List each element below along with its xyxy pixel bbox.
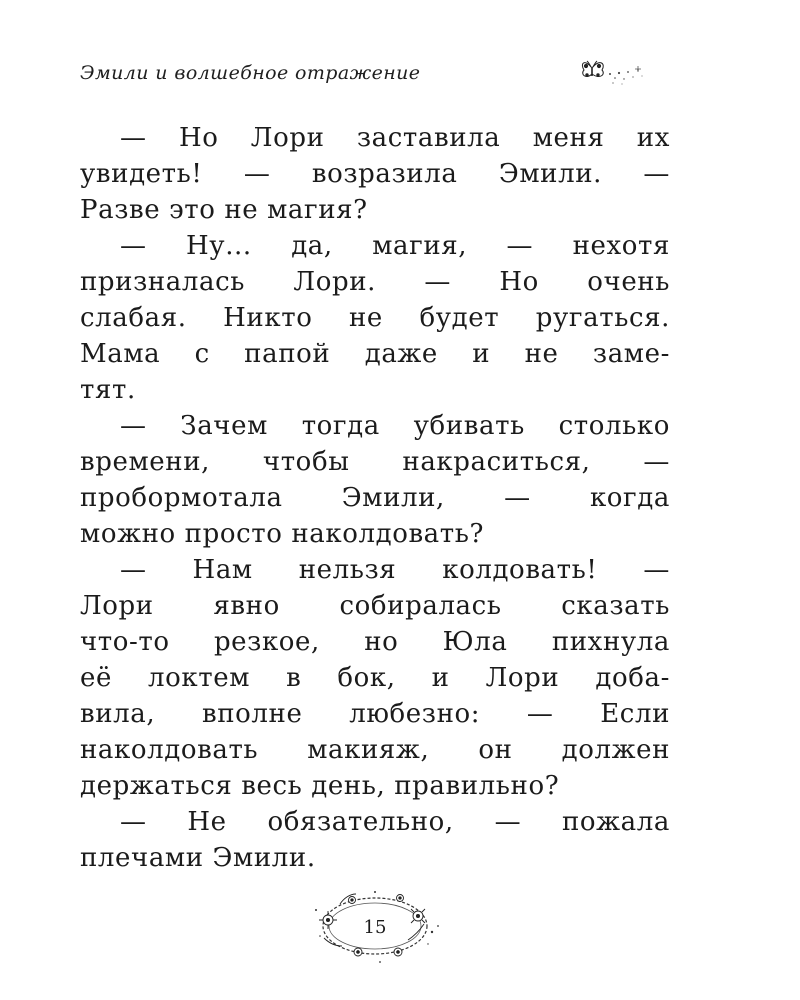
text-line: Лори явно собиралась сказать <box>80 591 670 621</box>
text-line: — Ну... да, магия, — нехотя <box>120 231 670 261</box>
text-line: Мама с папой даже и не заме- <box>80 339 670 369</box>
paragraph-1 <box>80 120 670 228</box>
body-text <box>80 120 670 876</box>
page-number: 15 <box>363 917 387 938</box>
text-line: можно просто наколдовать? <box>80 519 485 549</box>
butterfly-icon <box>578 56 650 96</box>
text-line: увидеть! — возразила Эмили. — <box>80 159 670 189</box>
text-line: её локтем в бок, и Лори доба- <box>80 663 670 693</box>
text-line: держаться весь день, правильно? <box>80 771 560 801</box>
paragraph-4 <box>80 552 670 804</box>
text-line: — Но Лори заставила меня их <box>120 123 670 153</box>
paragraph-5 <box>80 804 670 876</box>
text-line: слабая. Никто не будет ругаться. <box>80 303 670 333</box>
text-line: плечами Эмили. <box>80 843 316 873</box>
text-line: тят. <box>80 375 136 405</box>
text-line: что-то резкое, но Юла пихнула <box>80 627 670 657</box>
text-line: наколдовать макияж, он должен <box>80 735 670 765</box>
text-line: вила, вполне любезно: — Если <box>80 699 670 729</box>
text-line: пробормотала Эмили, — когда <box>80 483 670 513</box>
text-line: — Не обязательно, — пожала <box>120 807 670 837</box>
running-title: Эмили и волшебное отражение <box>80 62 421 84</box>
text-line: — Нам нельзя колдовать! — <box>120 555 670 585</box>
paragraph-3 <box>80 408 670 552</box>
text-line: — Зачем тогда убивать столько <box>120 411 670 441</box>
paragraph-2 <box>80 228 670 408</box>
page-footer <box>300 880 460 980</box>
text-line: призналась Лори. — Но очень <box>80 267 670 297</box>
text-line: Разве это не магия? <box>80 195 368 225</box>
text-line: времени, чтобы накраситься, — <box>80 447 670 477</box>
